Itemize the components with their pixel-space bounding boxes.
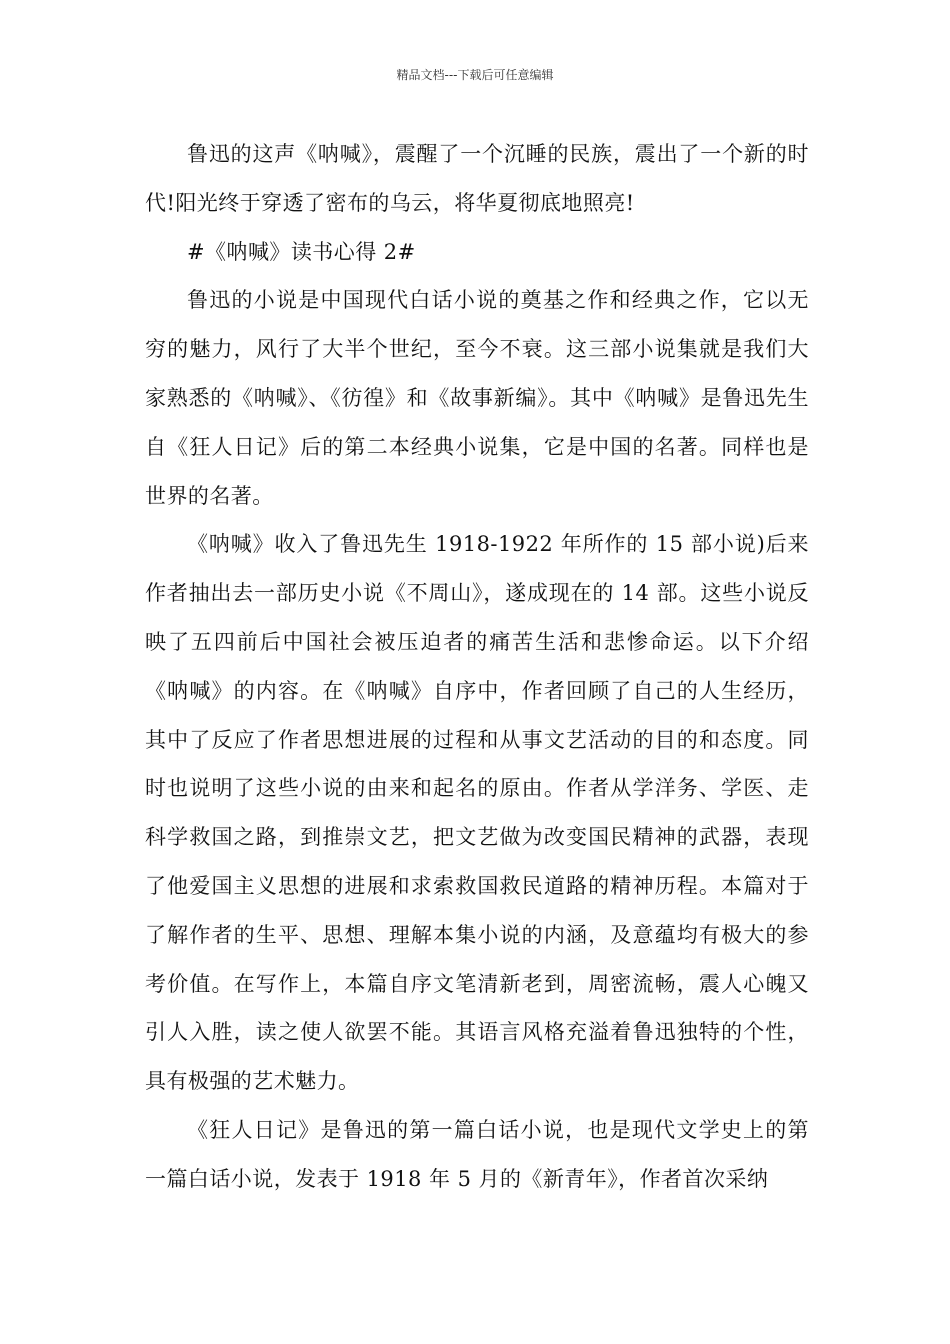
page-header: 精品文档---下载后可任意编辑 [396, 68, 554, 82]
paragraph: 《呐喊》收入了鲁迅先生 1918-1922 年所作的 15 部小说)后来作者抽出去一部历史小说《不周山》，遂成现在的 14 部。这些小说反映了五四前后中国社会被压迫者的痛苦生活和悲惨命运。以下介绍《呐喊》的内容。在《呐喊》自序中，作者回顾了自己的人生经历，其中了反应了作者思想进展的过程和从事文艺活动的目的和态度。同时也说明了这些小说的由来和起名的原由。作者从学洋务、学医、走科学救国之路，到推崇文艺，把文艺做为改变国民精神的武器，表现了他爱国主义思想的进展和求索救国救民道路的精神历程。本篇对于了解作者的生平、思想、理解本集小说的内涵，及意蕴均有极大的参考价值。在写作上，本篇自序文笔清新老到，周密流畅，震人心魄又引人入胜，读之使人欲罢不能。其语言风格充溢着鲁迅独特的个性，具有极强的艺术魅力。 [145, 532, 809, 1094]
paragraph: 《狂人日记》是鲁迅的第一篇白话小说，也是现代文学史上的第一篇白话小说，发表于 1918 年 5 月的《新青年》，作者首次采纳 [145, 1117, 809, 1191]
paragraph: 鲁迅的这声《呐喊》，震醒了一个沉睡的民族，震出了一个新的时代!阳光终于穿透了密布的乌云，将华夏彻底地照亮! [145, 142, 809, 215]
section-heading: #《呐喊》读书心得 2# [187, 239, 416, 264]
document-body [145, 130, 809, 1204]
paragraph: 鲁迅的小说是中国现代白话小说的奠基之作和经典之作，它以无穷的魅力，风行了大半个世纪，至今不衰。这三部小说集就是我们大家熟悉的《呐喊》、《彷徨》和《故事新编》。其中《呐喊》是鲁迅先生自《狂人日记》后的第二本经典小说集，它是中国的名著。同样也是世界的名著。 [145, 288, 809, 508]
